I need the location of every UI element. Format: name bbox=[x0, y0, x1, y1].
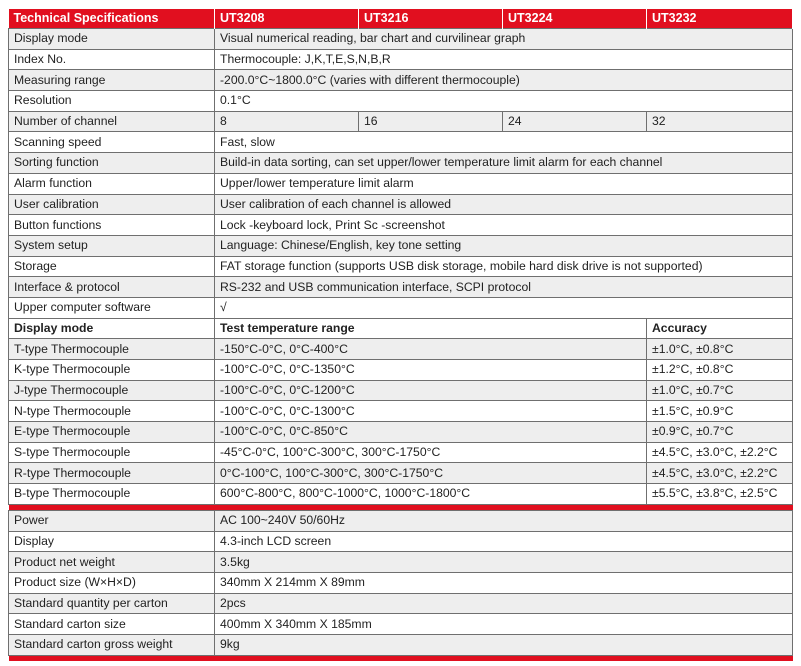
spec-value: FAT storage function (supports USB disk storage, mobile hard disk drive is not supported) bbox=[215, 256, 793, 277]
spec-table bbox=[8, 8, 793, 661]
spec-label: Display bbox=[9, 531, 215, 552]
spec-value: -200.0°C~1800.0°C (varies with different thermocouple) bbox=[215, 70, 793, 91]
accuracy-row bbox=[9, 380, 793, 401]
spec-row bbox=[9, 297, 793, 318]
spec-row bbox=[9, 132, 793, 153]
spec-row bbox=[9, 277, 793, 298]
thermocouple-type: R-type Thermocouple bbox=[9, 463, 215, 484]
spec-label: Alarm function bbox=[9, 173, 215, 194]
spec-label: Resolution bbox=[9, 91, 215, 112]
spec-row bbox=[9, 153, 793, 174]
spec-row bbox=[9, 531, 793, 552]
spec-row bbox=[9, 510, 793, 531]
spec-row bbox=[9, 215, 793, 236]
spec-label: User calibration bbox=[9, 194, 215, 215]
temperature-range: -100°C-0°C, 0°C-1300°C bbox=[215, 401, 647, 422]
red-divider-bar bbox=[9, 655, 793, 661]
spec-value: 3.5kg bbox=[215, 552, 793, 573]
spec-value: 2pcs bbox=[215, 593, 793, 614]
channel-value: 8 bbox=[215, 111, 359, 132]
spec-label: Standard carton gross weight bbox=[9, 634, 215, 655]
spec-value: RS-232 and USB communication interface, SCPI protocol bbox=[215, 277, 793, 298]
accuracy-value: ±4.5°C, ±3.0°C, ±2.2°C bbox=[647, 463, 793, 484]
spec-label: Button functions bbox=[9, 215, 215, 236]
header-title: Technical Specifications bbox=[9, 9, 215, 29]
accuracy-value: ±1.0°C, ±0.7°C bbox=[647, 380, 793, 401]
temperature-range: 600°C-800°C, 800°C-1000°C, 1000°C-1800°C bbox=[215, 484, 647, 505]
accuracy-row bbox=[9, 463, 793, 484]
thermocouple-type: K-type Thermocouple bbox=[9, 360, 215, 381]
spec-sheet bbox=[8, 8, 792, 661]
header-model: UT3208 bbox=[215, 9, 359, 29]
channel-value: 24 bbox=[503, 111, 647, 132]
spec-value: Build-in data sorting, can set upper/lower temperature limit alarm for each channel bbox=[215, 153, 793, 174]
spec-row bbox=[9, 173, 793, 194]
temperature-range: -100°C-0°C, 0°C-850°C bbox=[215, 422, 647, 443]
accuracy-row bbox=[9, 484, 793, 505]
spec-row bbox=[9, 70, 793, 91]
header-model: UT3216 bbox=[359, 9, 503, 29]
thermocouple-type: N-type Thermocouple bbox=[9, 401, 215, 422]
spec-row bbox=[9, 256, 793, 277]
accuracy-header-row bbox=[9, 318, 793, 339]
spec-row bbox=[9, 552, 793, 573]
spec-label: System setup bbox=[9, 235, 215, 256]
spec-label: Measuring range bbox=[9, 70, 215, 91]
accuracy-row bbox=[9, 339, 793, 360]
thermocouple-type: S-type Thermocouple bbox=[9, 442, 215, 463]
accuracy-row bbox=[9, 422, 793, 443]
temperature-range: -150°C-0°C, 0°C-400°C bbox=[215, 339, 647, 360]
thermocouple-type: J-type Thermocouple bbox=[9, 380, 215, 401]
temperature-range: -45°C-0°C, 100°C-300°C, 300°C-1750°C bbox=[215, 442, 647, 463]
accuracy-row bbox=[9, 442, 793, 463]
spec-value: Fast, slow bbox=[215, 132, 793, 153]
spec-label: Product size (W×H×D) bbox=[9, 572, 215, 593]
accuracy-value: ±1.5°C, ±0.9°C bbox=[647, 401, 793, 422]
spec-label: Index No. bbox=[9, 49, 215, 70]
accuracy-header-range: Test temperature range bbox=[215, 318, 647, 339]
accuracy-value: ±0.9°C, ±0.7°C bbox=[647, 422, 793, 443]
spec-label: Scanning speed bbox=[9, 132, 215, 153]
spec-row bbox=[9, 49, 793, 70]
thermocouple-type: T-type Thermocouple bbox=[9, 339, 215, 360]
thermocouple-type: E-type Thermocouple bbox=[9, 422, 215, 443]
spec-row bbox=[9, 614, 793, 635]
spec-label: Standard quantity per carton bbox=[9, 593, 215, 614]
channel-value: 32 bbox=[647, 111, 793, 132]
spec-value: Language: Chinese/English, key tone setting bbox=[215, 235, 793, 256]
spec-value: 0.1°C bbox=[215, 91, 793, 112]
spec-value: Lock -keyboard lock, Print Sc -screenshot bbox=[215, 215, 793, 236]
temperature-range: -100°C-0°C, 0°C-1350°C bbox=[215, 360, 647, 381]
accuracy-value: ±1.2°C, ±0.8°C bbox=[647, 360, 793, 381]
spec-label: Upper computer software bbox=[9, 297, 215, 318]
header-row bbox=[9, 9, 793, 29]
spec-value: 340mm X 214mm X 89mm bbox=[215, 572, 793, 593]
spec-value: Upper/lower temperature limit alarm bbox=[215, 173, 793, 194]
spec-row bbox=[9, 572, 793, 593]
accuracy-header-accuracy: Accuracy bbox=[647, 318, 793, 339]
accuracy-value: ±4.5°C, ±3.0°C, ±2.2°C bbox=[647, 442, 793, 463]
spec-label: Number of channel bbox=[9, 111, 215, 132]
spec-value: 4.3-inch LCD screen bbox=[215, 531, 793, 552]
spec-label: Product net weight bbox=[9, 552, 215, 573]
spec-value: User calibration of each channel is allowed bbox=[215, 194, 793, 215]
channel-value: 16 bbox=[359, 111, 503, 132]
spec-value: 400mm X 340mm X 185mm bbox=[215, 614, 793, 635]
spec-row bbox=[9, 593, 793, 614]
spec-label: Power bbox=[9, 510, 215, 531]
spec-row bbox=[9, 29, 793, 50]
thermocouple-type: B-type Thermocouple bbox=[9, 484, 215, 505]
spec-label: Standard carton size bbox=[9, 614, 215, 635]
accuracy-row bbox=[9, 360, 793, 381]
accuracy-value: ±5.5°C, ±3.8°C, ±2.5°C bbox=[647, 484, 793, 505]
spec-row bbox=[9, 91, 793, 112]
header-model: UT3224 bbox=[503, 9, 647, 29]
spec-row bbox=[9, 194, 793, 215]
spec-label: Interface & protocol bbox=[9, 277, 215, 298]
spec-value: AC 100~240V 50/60Hz bbox=[215, 510, 793, 531]
spec-row bbox=[9, 634, 793, 655]
spec-value: √ bbox=[215, 297, 793, 318]
spec-label: Storage bbox=[9, 256, 215, 277]
temperature-range: -100°C-0°C, 0°C-1200°C bbox=[215, 380, 647, 401]
channel-row bbox=[9, 111, 793, 132]
spec-value: Thermocouple: J,K,T,E,S,N,B,R bbox=[215, 49, 793, 70]
accuracy-header-type: Display mode bbox=[9, 318, 215, 339]
accuracy-row bbox=[9, 401, 793, 422]
accuracy-value: ±1.0°C, ±0.8°C bbox=[647, 339, 793, 360]
spec-value: Visual numerical reading, bar chart and curvilinear graph bbox=[215, 29, 793, 50]
temperature-range: 0°C-100°C, 100°C-300°C, 300°C-1750°C bbox=[215, 463, 647, 484]
section-divider bbox=[9, 655, 793, 661]
spec-row bbox=[9, 235, 793, 256]
spec-label: Display mode bbox=[9, 29, 215, 50]
spec-value: 9kg bbox=[215, 634, 793, 655]
header-model: UT3232 bbox=[647, 9, 793, 29]
spec-label: Sorting function bbox=[9, 153, 215, 174]
